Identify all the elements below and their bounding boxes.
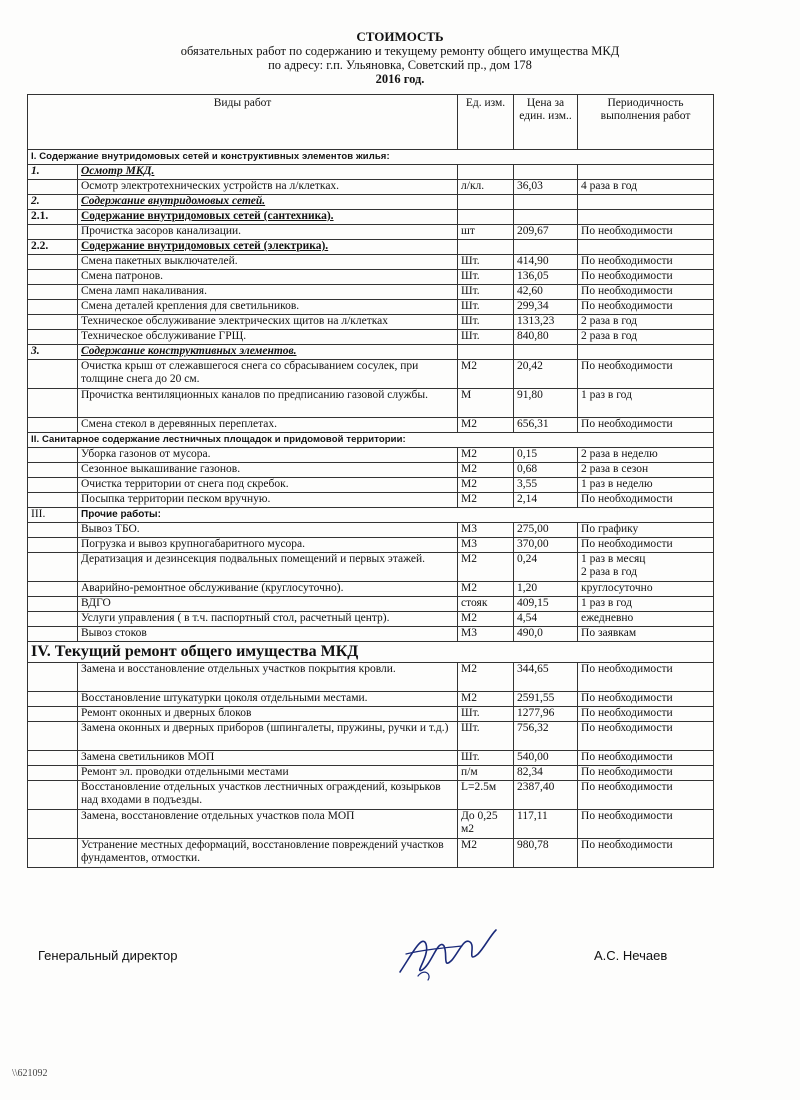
unit-cell: М [458,389,514,418]
column-header-unit: Ед. изм. [458,95,514,150]
section-header-row [28,433,714,448]
unit-cell: стояк [458,597,514,612]
table-row [28,463,714,478]
row-number [28,255,78,270]
table-row [28,418,714,433]
section-title: I. Содержание внутридомовых сетей и конструктивных элементов жилья: [28,150,714,165]
work-description: Дератизация и дезинсекция подвальных помещений и первых этажей. [78,553,458,582]
row-number [28,707,78,722]
row-number [28,360,78,389]
price-cell: 42,60 [514,285,578,300]
unit-cell: М3 [458,523,514,538]
row-number [28,839,78,868]
work-description: Аварийно-ремонтное обслуживание (круглосуточно). [78,582,458,597]
price-cell: 36,03 [514,180,578,195]
row-number [28,418,78,433]
frequency-cell: По необходимости [578,781,714,810]
work-description: Смена деталей крепления для светильников. [78,300,458,315]
row-number: 1. [28,165,78,180]
row-number [28,330,78,345]
unit-cell: Шт. [458,285,514,300]
table-row [28,612,714,627]
frequency-cell: По необходимости [578,225,714,240]
work-description: Техническое обслуживание электрических щитов на л/клетках [78,315,458,330]
table-row [28,582,714,597]
table-row [28,360,714,389]
document-header [0,30,800,86]
frequency-cell: По графику [578,523,714,538]
table-row [28,663,714,692]
document-subtitle: обязательных работ по содержанию и текущему ремонту общего имущества МКД [180,44,620,58]
work-description: Смена патронов. [78,270,458,285]
unit-cell: Шт. [458,330,514,345]
unit-cell: М2 [458,663,514,692]
row-number [28,300,78,315]
price-cell: 490,0 [514,627,578,642]
unit-cell: М2 [458,839,514,868]
row-number [28,448,78,463]
work-description: Содержание конструктивных элементов. [78,345,458,360]
group-header-row [28,345,714,360]
table-row [28,225,714,240]
table-row [28,692,714,707]
price-cell: 414,90 [514,255,578,270]
unit-cell: М2 [458,612,514,627]
unit-cell: М2 [458,463,514,478]
work-description: Посыпка территории песком вручную. [78,493,458,508]
work-description: Осмотр электротехнических устройств на л/клетках. [78,180,458,195]
unit-cell [458,195,514,210]
price-cell: 0,68 [514,463,578,478]
price-cell: 756,32 [514,722,578,751]
frequency-cell: По необходимости [578,810,714,839]
row-number [28,285,78,300]
table-row [28,707,714,722]
frequency-cell: По заявкам [578,627,714,642]
price-cell [514,345,578,360]
row-number [28,478,78,493]
row-number [28,597,78,612]
work-description: Прочистка вентиляционных каналов по предписанию газовой службы. [78,389,458,418]
unit-cell: L=2.5м [458,781,514,810]
table-header-row [28,95,714,150]
frequency-cell [578,210,714,225]
row-number [28,781,78,810]
price-cell: 117,11 [514,810,578,839]
column-header-frequency: Периодичность выполнения работ [578,95,714,150]
unit-cell: М2 [458,418,514,433]
price-cell: 4,54 [514,612,578,627]
work-description: Восстановление отдельных участков лестничных ограждений, козырьков над входами в подъезды. [78,781,458,810]
unit-cell: М2 [458,493,514,508]
price-cell: 209,67 [514,225,578,240]
price-cell: 370,00 [514,538,578,553]
row-number [28,225,78,240]
signature-block [0,942,800,1002]
work-description: Замена оконных и дверных приборов (шпингалеты, пружины, ручки и т.д.) [78,722,458,751]
price-cell: 840,80 [514,330,578,345]
price-cell: 2,14 [514,493,578,508]
row-number [28,493,78,508]
work-description: Ремонт оконных и дверных блоков [78,707,458,722]
row-number [28,523,78,538]
work-description: Содержание внутридомовых сетей (электрика). [78,240,458,255]
table-row [28,597,714,612]
table-row [28,389,714,418]
price-cell: 656,31 [514,418,578,433]
frequency-cell: По необходимости [578,493,714,508]
document-year: 2016 год. [375,72,425,86]
signer-name: А.С. Нечаев [594,948,668,963]
frequency-cell: По необходимости [578,270,714,285]
unit-cell: Шт. [458,300,514,315]
work-description: Замена, восстановление отдельных участков пола МОП [78,810,458,839]
row-number: 3. [28,345,78,360]
work-description: Смена пакетных выключателей. [78,255,458,270]
price-cell: 299,34 [514,300,578,315]
unit-cell: л/кл. [458,180,514,195]
price-cell: 980,78 [514,839,578,868]
row-number [28,270,78,285]
frequency-cell: 1 раз в месяц 2 раза в год [578,553,714,582]
group-header-row [28,165,714,180]
table-row [28,627,714,642]
table-row [28,523,714,538]
unit-cell: М3 [458,627,514,642]
work-description: Очистка территории от снега под скребок. [78,478,458,493]
table-row [28,722,714,751]
section-header-row [28,642,714,663]
group-header-row [28,210,714,225]
price-cell [514,240,578,255]
unit-cell: п/м [458,766,514,781]
row-number [28,810,78,839]
section-title: II. Санитарное содержание лестничных площадок и придомовой территории: [28,433,714,448]
price-cell: 2387,40 [514,781,578,810]
work-description: Замена и восстановление отдельных участков покрытия кровли. [78,663,458,692]
price-cell: 275,00 [514,523,578,538]
frequency-cell: 2 раза в год [578,315,714,330]
price-cell: 82,34 [514,766,578,781]
frequency-cell: ежедневно [578,612,714,627]
row-number [28,692,78,707]
frequency-cell: По необходимости [578,255,714,270]
price-cell: 1277,96 [514,707,578,722]
frequency-cell: По необходимости [578,722,714,751]
work-description: Осмотр МКД. [78,165,458,180]
frequency-cell: 2 раза в неделю [578,448,714,463]
frequency-cell: круглосуточно [578,582,714,597]
work-description: Смена стекол в деревянных переплетах. [78,418,458,433]
price-cell: 0,24 [514,553,578,582]
unit-cell: М2 [458,478,514,493]
frequency-cell [578,240,714,255]
frequency-cell: 2 раза в год [578,330,714,345]
row-number: 2.1. [28,210,78,225]
work-description: Содержание внутридомовых сетей (сантехника). [78,210,458,225]
works-table [27,94,714,868]
table-row [28,538,714,553]
table-row [28,330,714,345]
row-number [28,463,78,478]
price-cell: 91,80 [514,389,578,418]
table-row [28,255,714,270]
table-row [28,285,714,300]
table-row [28,180,714,195]
unit-cell [458,165,514,180]
row-number [28,751,78,766]
unit-cell: М2 [458,360,514,389]
unit-cell: Шт. [458,707,514,722]
table-row [28,810,714,839]
price-cell: 136,05 [514,270,578,285]
unit-cell: Шт. [458,255,514,270]
group-header-row [28,195,714,210]
row-number [28,582,78,597]
price-cell: 20,42 [514,360,578,389]
handwritten-signature [392,924,502,984]
work-description: Смена ламп накаливания. [78,285,458,300]
table-row [28,839,714,868]
section-header-row [28,508,714,523]
unit-cell: М2 [458,582,514,597]
frequency-cell: По необходимости [578,766,714,781]
frequency-cell: 1 раз в неделю [578,478,714,493]
unit-cell: М2 [458,553,514,582]
row-number [28,722,78,751]
price-cell: 1313,23 [514,315,578,330]
price-cell: 2591,55 [514,692,578,707]
frequency-cell: По необходимости [578,663,714,692]
works-table-body [28,150,714,868]
frequency-cell: 2 раза в сезон [578,463,714,478]
table-row [28,300,714,315]
frequency-cell: По необходимости [578,300,714,315]
table-row [28,478,714,493]
signer-position: Генеральный директор [38,948,178,963]
work-description: ВДГО [78,597,458,612]
work-description: Очистка крыш от слежавшегося снега со сбрасыванием сосулек, при толщине снега до 20 см. [78,360,458,389]
unit-cell: Шт. [458,270,514,285]
unit-cell [458,345,514,360]
frequency-cell: По необходимости [578,360,714,389]
frequency-cell [578,195,714,210]
work-description: Вывоз стоков [78,627,458,642]
frequency-cell: По необходимости [578,751,714,766]
document-title: СТОИМОСТЬ [356,29,444,44]
price-cell: 540,00 [514,751,578,766]
frequency-cell: 4 раза в год [578,180,714,195]
work-description: Содержание внутридомовых сетей. [78,195,458,210]
table-row [28,270,714,285]
frequency-cell: По необходимости [578,418,714,433]
row-number [28,663,78,692]
row-number: 2. [28,195,78,210]
unit-cell: Шт. [458,315,514,330]
price-cell [514,195,578,210]
price-cell: 1,20 [514,582,578,597]
column-header-works: Виды работ [28,95,458,150]
unit-cell: До 0,25 м2 [458,810,514,839]
table-row [28,553,714,582]
frequency-cell: По необходимости [578,692,714,707]
row-number [28,180,78,195]
frequency-cell: 1 раз в год [578,389,714,418]
table-row [28,781,714,810]
work-description: Сезонное выкашивание газонов. [78,463,458,478]
work-description: Восстановление штукатурки цоколя отдельными местами. [78,692,458,707]
row-number [28,612,78,627]
row-number [28,627,78,642]
unit-cell: Шт. [458,751,514,766]
frequency-cell: По необходимости [578,538,714,553]
frequency-cell: По необходимости [578,839,714,868]
price-cell: 409,15 [514,597,578,612]
unit-cell: шт [458,225,514,240]
unit-cell: М2 [458,692,514,707]
work-description: Техническое обслуживание ГРЩ. [78,330,458,345]
section-number: III. [28,508,78,523]
work-description: Устранение местных деформаций, восстановление повреждений участков фундаментов, отмостки. [78,839,458,868]
scan-stamp-number: \\621092 [12,1068,48,1079]
work-description: Ремонт эл. проводки отдельными местами [78,766,458,781]
row-number [28,553,78,582]
frequency-cell [578,165,714,180]
table-row [28,448,714,463]
section-header-row [28,150,714,165]
unit-cell: М2 [458,448,514,463]
column-header-price: Цена за един. изм.. [514,95,578,150]
price-cell [514,210,578,225]
table-row [28,766,714,781]
work-description: Уборка газонов от мусора. [78,448,458,463]
row-number: 2.2. [28,240,78,255]
frequency-cell: По необходимости [578,285,714,300]
work-description: Замена светильников МОП [78,751,458,766]
unit-cell: М3 [458,538,514,553]
table-row [28,315,714,330]
table-row [28,751,714,766]
frequency-cell: 1 раз в год [578,597,714,612]
row-number [28,766,78,781]
work-description: Услуги управления ( в т.ч. паспортный стол, расчетный центр). [78,612,458,627]
row-number [28,538,78,553]
unit-cell [458,210,514,225]
section-title: IV. Текущий ремонт общего имущества МКД [28,642,714,663]
price-cell: 344,65 [514,663,578,692]
document-address: по адресу: г.п. Ульяновка, Советский пр., дом 178 [268,58,532,72]
unit-cell: Шт. [458,722,514,751]
work-description: Погрузка и вывоз крупногабаритного мусора. [78,538,458,553]
group-header-row [28,240,714,255]
row-number [28,389,78,418]
frequency-cell: По необходимости [578,707,714,722]
section-title: Прочие работы: [78,508,714,523]
price-cell: 3,55 [514,478,578,493]
table-row [28,493,714,508]
work-description: Вывоз ТБО. [78,523,458,538]
price-cell [514,165,578,180]
work-description: Прочистка засоров канализации. [78,225,458,240]
frequency-cell [578,345,714,360]
price-cell: 0,15 [514,448,578,463]
row-number [28,315,78,330]
unit-cell [458,240,514,255]
